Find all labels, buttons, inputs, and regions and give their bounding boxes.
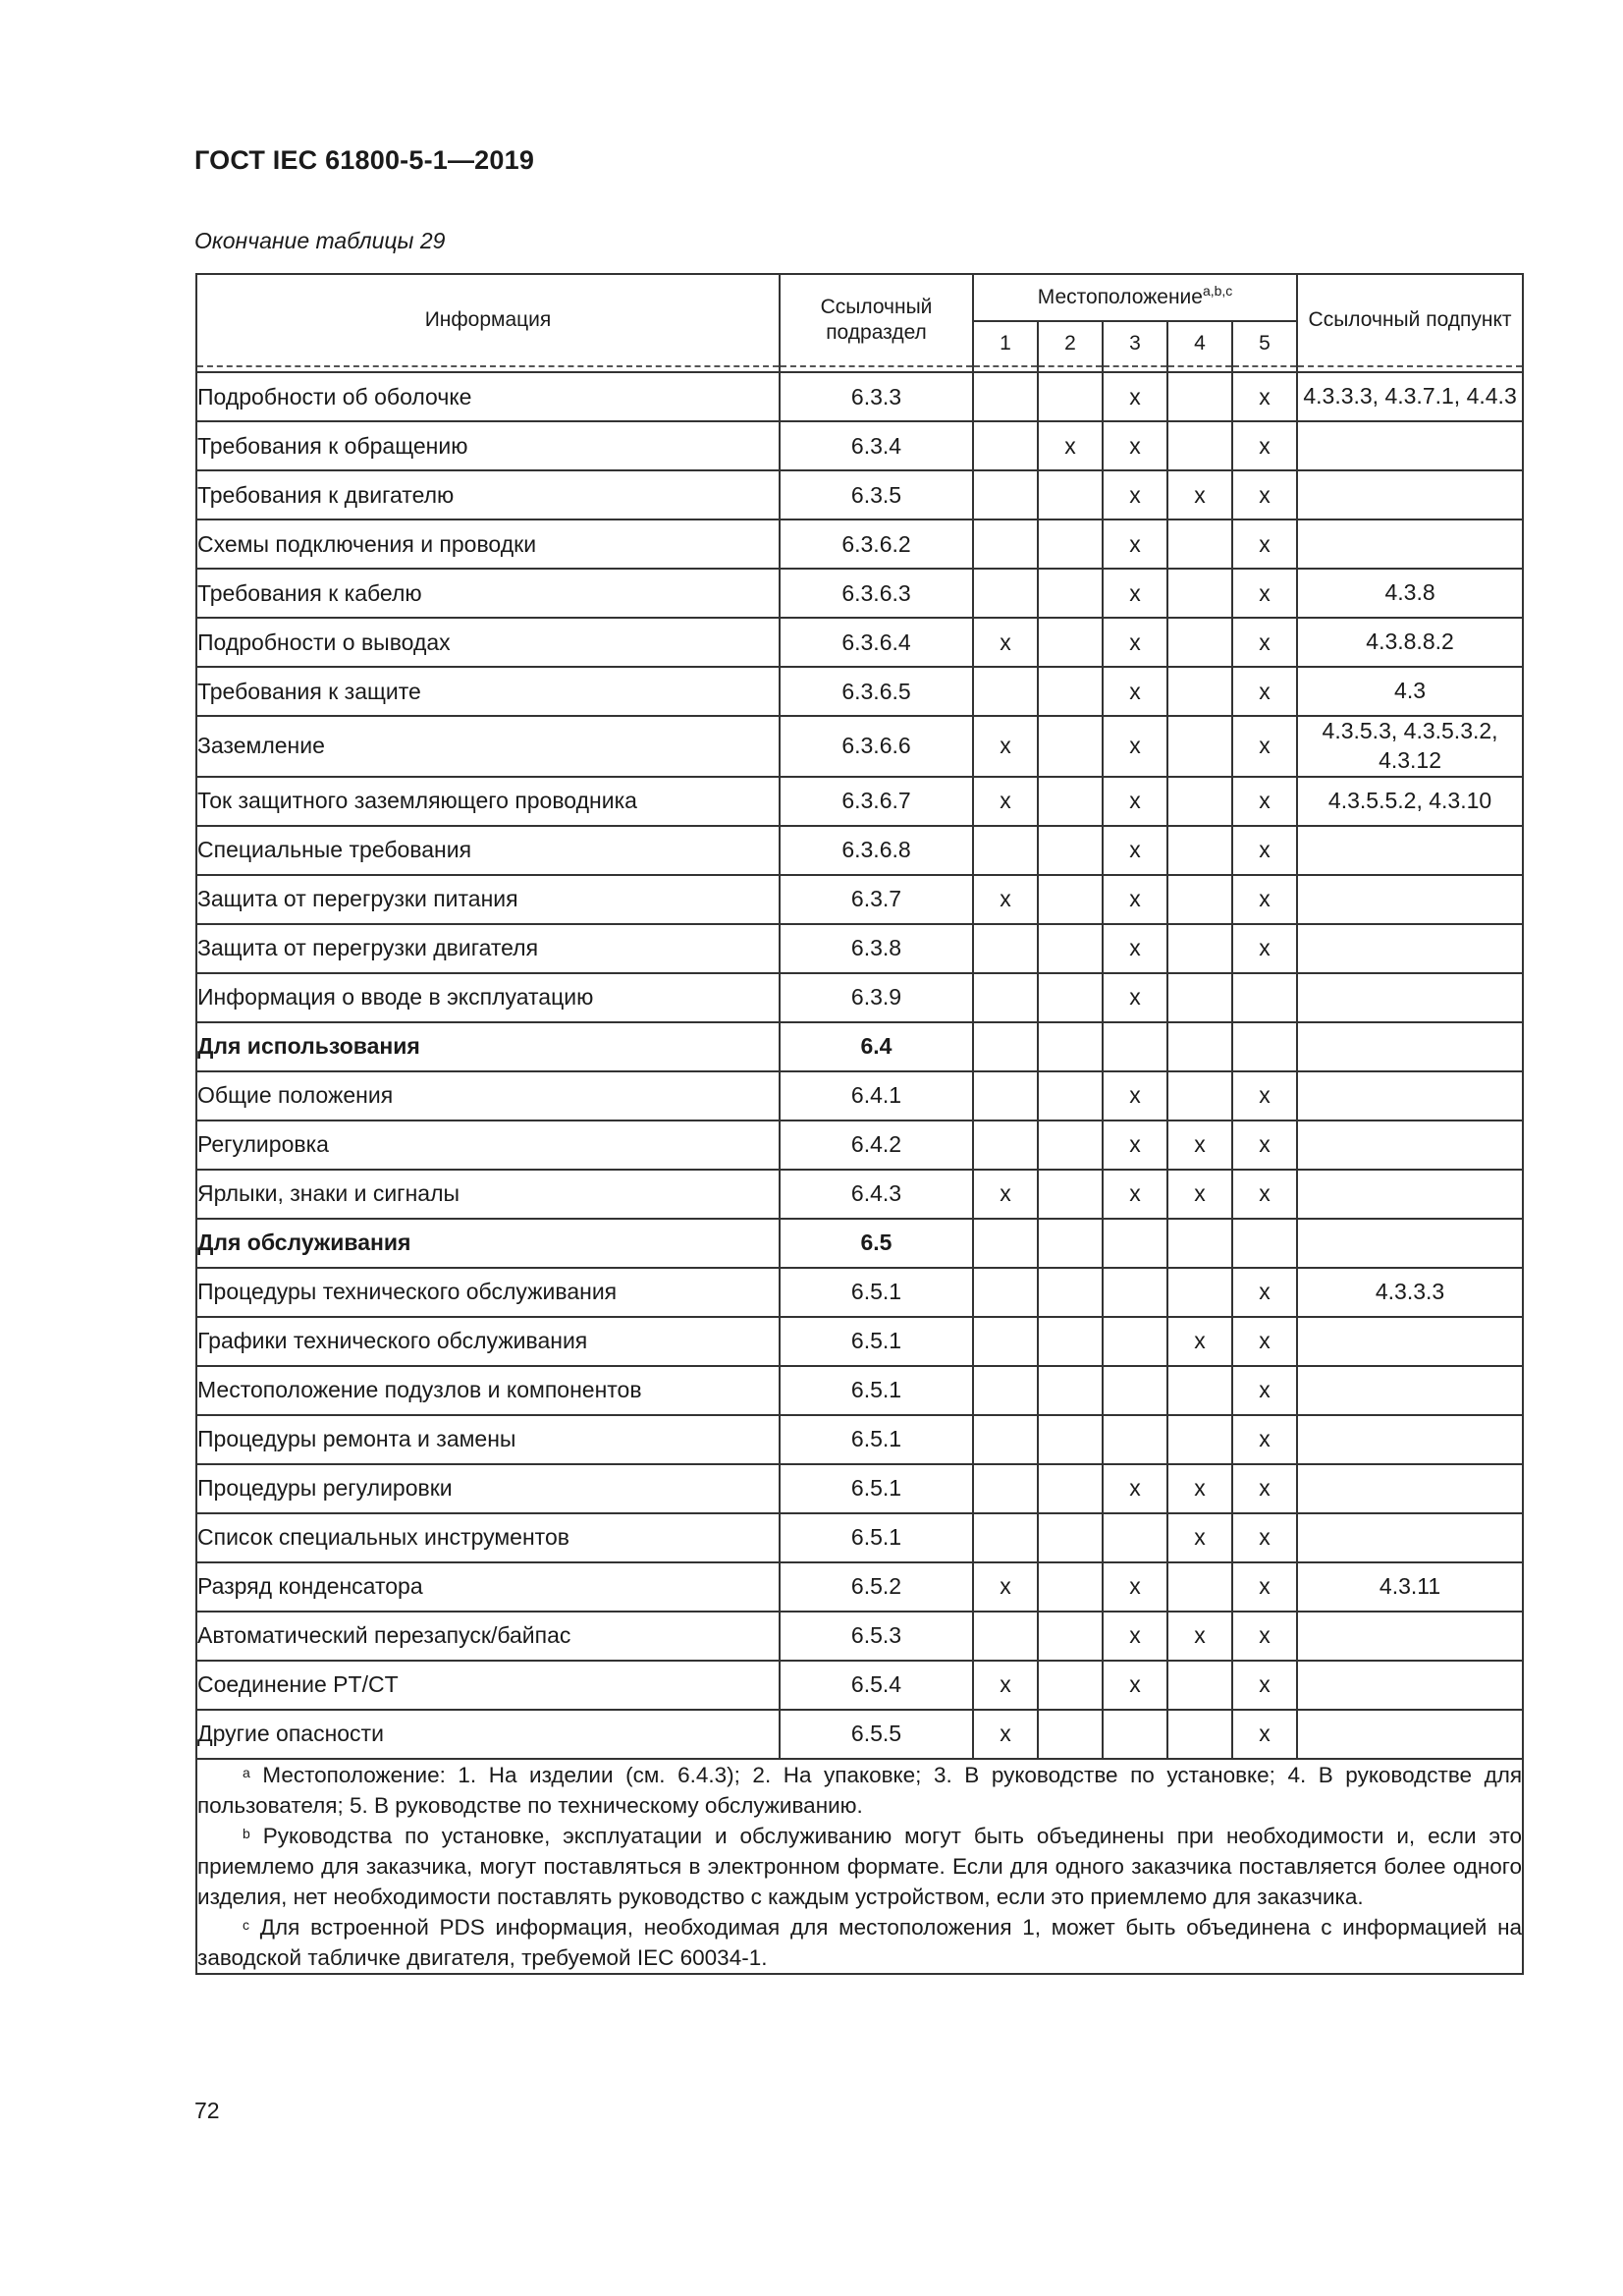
cell-location-5: x [1232, 1317, 1297, 1366]
cell-information: Защита от перегрузки питания [196, 875, 780, 924]
table-body [196, 366, 1523, 1759]
cell-information: Соединение PT/CT [196, 1661, 780, 1710]
cell-location-2 [1038, 1464, 1103, 1513]
cell-location-1 [973, 1121, 1038, 1170]
header-location-4: 4 [1167, 321, 1232, 366]
cell-reference-subclause [1297, 1513, 1523, 1562]
cell-location-1 [973, 924, 1038, 973]
cell-location-2 [1038, 1022, 1103, 1071]
cell-location-5: x [1232, 1612, 1297, 1661]
footnote-mark: a [243, 1764, 250, 1780]
cell-information: Заземление [196, 716, 780, 777]
cell-reference-subsection: 6.3.6.7 [780, 777, 973, 826]
cell-location-2 [1038, 1219, 1103, 1268]
header-reference-subclause: Ссылочный подпункт [1297, 274, 1523, 366]
cell-information: Общие положения [196, 1071, 780, 1121]
cell-reference-subclause [1297, 1464, 1523, 1513]
cell-location-2 [1038, 1366, 1103, 1415]
table-row [196, 1612, 1523, 1661]
cell-location-2 [1038, 716, 1103, 777]
cell-location-2 [1038, 1612, 1103, 1661]
cell-location-3: x [1103, 1121, 1167, 1170]
cell-location-1 [973, 667, 1038, 716]
table-row [196, 618, 1523, 667]
table-row [196, 1661, 1523, 1710]
cell-location-4 [1167, 777, 1232, 826]
header-location-3: 3 [1103, 321, 1167, 366]
cell-location-3 [1103, 1219, 1167, 1268]
footnote-text: Руководства по установке, эксплуатации и обслуживанию могут быть объединены при необходимости и, если это приемлемо для заказчика, могут поставляться в электронном формате. Если для одного заказчика поставляется более одного изделия, нет необходимости поставлять руководство с каждым устройством, если это приемлемо для заказчика. [197, 1823, 1523, 1909]
cell-location-3: x [1103, 519, 1167, 569]
cell-reference-subsection: 6.5.1 [780, 1366, 973, 1415]
cell-location-4 [1167, 924, 1232, 973]
cell-information: Требования к защите [196, 667, 780, 716]
cell-information: Требования к двигателю [196, 470, 780, 519]
cell-reference-subclause [1297, 1317, 1523, 1366]
cell-location-1 [973, 1415, 1038, 1464]
footnote-text: Для встроенной PDS информация, необходимая для местоположения 1, может быть объединена с информацией на заводской табличке двигателя, требуемой IEC 60034-1. [197, 1914, 1523, 1970]
cell-information: Подробности о выводах [196, 618, 780, 667]
cell-location-4 [1167, 716, 1232, 777]
table-row [196, 1513, 1523, 1562]
cell-location-4 [1167, 1710, 1232, 1759]
header-reference-subsection: Ссылочный подраздел [780, 274, 973, 366]
cell-location-1 [973, 1513, 1038, 1562]
cell-reference-subclause: 4.3.8.8.2 [1297, 618, 1523, 667]
cell-reference-subclause [1297, 826, 1523, 875]
cell-information: Подробности об оболочке [196, 372, 780, 421]
cell-information: Автоматический перезапуск/байпас [196, 1612, 780, 1661]
cell-location-5: x [1232, 1464, 1297, 1513]
cell-location-1 [973, 421, 1038, 470]
cell-location-3 [1103, 1415, 1167, 1464]
cell-location-2 [1038, 667, 1103, 716]
table-row [196, 1464, 1523, 1513]
cell-location-4 [1167, 519, 1232, 569]
table-row [196, 777, 1523, 826]
cell-reference-subsection: 6.3.4 [780, 421, 973, 470]
cell-reference-subsection: 6.3.6.5 [780, 667, 973, 716]
cell-location-1: x [973, 1710, 1038, 1759]
cell-location-3: x [1103, 716, 1167, 777]
cell-location-3: x [1103, 470, 1167, 519]
table-notes [196, 1759, 1523, 1974]
cell-location-5: x [1232, 667, 1297, 716]
cell-location-1: x [973, 618, 1038, 667]
cell-location-4 [1167, 1562, 1232, 1612]
cell-reference-subclause [1297, 1071, 1523, 1121]
cell-reference-subsection: 6.5.4 [780, 1661, 973, 1710]
cell-information: Ярлыки, знаки и сигналы [196, 1170, 780, 1219]
cell-location-5: x [1232, 421, 1297, 470]
cell-reference-subsection: 6.5.3 [780, 1612, 973, 1661]
cell-reference-subclause [1297, 1366, 1523, 1415]
cell-location-4: x [1167, 1612, 1232, 1661]
cell-reference-subclause [1297, 1710, 1523, 1759]
cell-information: Другие опасности [196, 1710, 780, 1759]
page-number: 72 [194, 2098, 220, 2123]
footnote-b [197, 1821, 1522, 1912]
cell-reference-subclause [1297, 1121, 1523, 1170]
cell-reference-subsection: 6.3.6.8 [780, 826, 973, 875]
cell-location-5: x [1232, 1710, 1297, 1759]
cell-location-3: x [1103, 826, 1167, 875]
cell-location-2: x [1038, 421, 1103, 470]
cell-location-4: x [1167, 1170, 1232, 1219]
table-row [196, 470, 1523, 519]
cell-reference-subsection: 6.4 [780, 1022, 973, 1071]
cell-information: Местоположение подузлов и компонентов [196, 1366, 780, 1415]
cell-location-3 [1103, 1022, 1167, 1071]
cell-location-5: x [1232, 1366, 1297, 1415]
cell-reference-subclause [1297, 1415, 1523, 1464]
table-row [196, 569, 1523, 618]
cell-location-3: x [1103, 618, 1167, 667]
cell-location-2 [1038, 1170, 1103, 1219]
cell-location-4 [1167, 372, 1232, 421]
cell-location-5: x [1232, 1415, 1297, 1464]
cell-location-2 [1038, 1317, 1103, 1366]
table-row [196, 1268, 1523, 1317]
cell-reference-subclause: 4.3.11 [1297, 1562, 1523, 1612]
cell-location-4: x [1167, 470, 1232, 519]
cell-reference-subsection: 6.3.5 [780, 470, 973, 519]
cell-information: Графики технического обслуживания [196, 1317, 780, 1366]
cell-location-5: x [1232, 1268, 1297, 1317]
cell-location-4 [1167, 1268, 1232, 1317]
document-header: ГОСТ IEC 61800-5-1—2019 [194, 145, 535, 175]
cell-location-1 [973, 519, 1038, 569]
table-row [196, 875, 1523, 924]
cell-location-3: x [1103, 372, 1167, 421]
cell-location-3: x [1103, 1071, 1167, 1121]
table-caption: Окончание таблицы 29 [194, 228, 446, 253]
cell-reference-subclause: 4.3.5.3, 4.3.5.3.2, 4.3.12 [1297, 716, 1523, 777]
header-location-1: 1 [973, 321, 1038, 366]
cell-reference-subsection: 6.5.1 [780, 1268, 973, 1317]
cell-reference-subclause [1297, 1661, 1523, 1710]
cell-reference-subsection: 6.5.1 [780, 1317, 973, 1366]
cell-location-3: x [1103, 1661, 1167, 1710]
cell-information: Процедуры ремонта и замены [196, 1415, 780, 1464]
cell-reference-subsection: 6.3.9 [780, 973, 973, 1022]
cell-location-5: x [1232, 875, 1297, 924]
cell-location-4 [1167, 875, 1232, 924]
cell-location-4 [1167, 421, 1232, 470]
cell-reference-subclause: 4.3.5.5.2, 4.3.10 [1297, 777, 1523, 826]
cell-location-2 [1038, 519, 1103, 569]
cell-location-4 [1167, 618, 1232, 667]
table-row [196, 1121, 1523, 1170]
cell-location-3: x [1103, 1464, 1167, 1513]
cell-reference-subclause: 4.3 [1297, 667, 1523, 716]
cell-location-4 [1167, 973, 1232, 1022]
table-row [196, 519, 1523, 569]
cell-location-3 [1103, 1710, 1167, 1759]
cell-location-2 [1038, 777, 1103, 826]
cell-information: Для использования [196, 1022, 780, 1071]
cell-reference-subsection: 6.3.3 [780, 372, 973, 421]
cell-location-1: x [973, 1562, 1038, 1612]
cell-location-1 [973, 1268, 1038, 1317]
table-row [196, 716, 1523, 777]
cell-reference-subclause [1297, 1170, 1523, 1219]
cell-reference-subsection: 6.3.6.6 [780, 716, 973, 777]
header-location-label: Местоположение [1037, 285, 1203, 308]
cell-location-5: x [1232, 372, 1297, 421]
cell-reference-subclause [1297, 1612, 1523, 1661]
cell-location-3 [1103, 1366, 1167, 1415]
cell-location-3: x [1103, 421, 1167, 470]
cell-location-5: x [1232, 618, 1297, 667]
header-location-2: 2 [1038, 321, 1103, 366]
cell-location-4 [1167, 1022, 1232, 1071]
cell-location-3: x [1103, 973, 1167, 1022]
cell-location-1 [973, 1071, 1038, 1121]
cell-location-5: x [1232, 569, 1297, 618]
cell-location-5 [1232, 973, 1297, 1022]
cell-reference-subsection: 6.5.1 [780, 1464, 973, 1513]
cell-location-5: x [1232, 777, 1297, 826]
cell-location-2 [1038, 1661, 1103, 1710]
cell-location-1 [973, 1366, 1038, 1415]
cell-information: Защита от перегрузки двигателя [196, 924, 780, 973]
header-location [973, 274, 1297, 321]
cell-location-1 [973, 826, 1038, 875]
cell-location-1 [973, 470, 1038, 519]
cell-reference-subsection: 6.5 [780, 1219, 973, 1268]
cell-location-1 [973, 1464, 1038, 1513]
cell-location-2 [1038, 875, 1103, 924]
cell-reference-subclause: 4.3.3.3 [1297, 1268, 1523, 1317]
notes-cell [196, 1759, 1523, 1974]
table-header [196, 274, 1523, 366]
cell-reference-subclause [1297, 973, 1523, 1022]
cell-information: Ток защитного заземляющего проводника [196, 777, 780, 826]
table-row [196, 826, 1523, 875]
cell-location-2 [1038, 1071, 1103, 1121]
cell-location-2 [1038, 372, 1103, 421]
cell-reference-subclause [1297, 421, 1523, 470]
cell-location-4 [1167, 1415, 1232, 1464]
cell-location-1: x [973, 1661, 1038, 1710]
cell-location-1 [973, 1219, 1038, 1268]
cell-reference-subclause [1297, 470, 1523, 519]
table-row [196, 1022, 1523, 1071]
table-row [196, 1710, 1523, 1759]
cell-location-3 [1103, 1513, 1167, 1562]
cell-location-5: x [1232, 1170, 1297, 1219]
cell-location-3 [1103, 1268, 1167, 1317]
cell-location-3 [1103, 1317, 1167, 1366]
cell-location-4 [1167, 569, 1232, 618]
cell-location-1: x [973, 716, 1038, 777]
footnote-mark: b [243, 1825, 250, 1841]
table-row [196, 973, 1523, 1022]
cell-location-5: x [1232, 470, 1297, 519]
cell-location-5 [1232, 1022, 1297, 1071]
cell-location-2 [1038, 1513, 1103, 1562]
cell-location-1: x [973, 875, 1038, 924]
cell-reference-subsection: 6.3.6.4 [780, 618, 973, 667]
table-row [196, 1219, 1523, 1268]
cell-location-4 [1167, 826, 1232, 875]
footnote-text: Местоположение: 1. На изделии (см. 6.4.3); 2. На упаковке; 3. В руководстве по установке; 4. В руководстве для пользователя; 5. В руководстве по техническому обслуживанию. [197, 1762, 1523, 1818]
cell-location-5: x [1232, 1513, 1297, 1562]
cell-information: Процедуры технического обслуживания [196, 1268, 780, 1317]
cell-location-3: x [1103, 667, 1167, 716]
cell-location-5: x [1232, 519, 1297, 569]
cell-reference-subsection: 6.3.8 [780, 924, 973, 973]
cell-location-2 [1038, 1121, 1103, 1170]
cell-location-5 [1232, 1219, 1297, 1268]
cell-location-1: x [973, 1170, 1038, 1219]
cell-information: Требования к обращению [196, 421, 780, 470]
cell-information: Для обслуживания [196, 1219, 780, 1268]
table-row [196, 667, 1523, 716]
table-row [196, 1071, 1523, 1121]
cell-location-1 [973, 1612, 1038, 1661]
cell-location-1 [973, 973, 1038, 1022]
table-29 [195, 273, 1524, 1975]
cell-location-3: x [1103, 569, 1167, 618]
table-row [196, 421, 1523, 470]
cell-reference-subsection: 6.3.6.3 [780, 569, 973, 618]
cell-location-4 [1167, 1219, 1232, 1268]
table-row [196, 372, 1523, 421]
table-row [196, 924, 1523, 973]
cell-location-4 [1167, 667, 1232, 716]
footnote-c [197, 1912, 1522, 1973]
cell-location-3: x [1103, 1612, 1167, 1661]
cell-reference-subsection: 6.4.2 [780, 1121, 973, 1170]
cell-location-1: x [973, 777, 1038, 826]
cell-location-5: x [1232, 826, 1297, 875]
cell-reference-subsection: 6.3.7 [780, 875, 973, 924]
cell-information: Список специальных инструментов [196, 1513, 780, 1562]
cell-location-2 [1038, 826, 1103, 875]
cell-location-2 [1038, 1562, 1103, 1612]
table-row [196, 1170, 1523, 1219]
cell-information: Информация о вводе в эксплуатацию [196, 973, 780, 1022]
cell-location-4: x [1167, 1513, 1232, 1562]
cell-reference-subsection: 6.4.3 [780, 1170, 973, 1219]
cell-location-1 [973, 569, 1038, 618]
cell-location-3: x [1103, 1170, 1167, 1219]
cell-location-3: x [1103, 924, 1167, 973]
cell-location-3: x [1103, 777, 1167, 826]
cell-reference-subclause [1297, 519, 1523, 569]
cell-reference-subsection: 6.5.1 [780, 1415, 973, 1464]
table-row [196, 1562, 1523, 1612]
cell-location-2 [1038, 618, 1103, 667]
cell-reference-subsection: 6.3.6.2 [780, 519, 973, 569]
cell-location-4 [1167, 1366, 1232, 1415]
cell-location-5: x [1232, 1121, 1297, 1170]
cell-reference-subsection: 6.4.1 [780, 1071, 973, 1121]
cell-location-2 [1038, 1710, 1103, 1759]
cell-reference-subclause: 4.3.3.3, 4.3.7.1, 4.4.3 [1297, 372, 1523, 421]
cell-location-3: x [1103, 1562, 1167, 1612]
cell-information: Схемы подключения и проводки [196, 519, 780, 569]
header-location-footnote-marks: a,b,c [1202, 282, 1233, 299]
table-row [196, 1317, 1523, 1366]
cell-reference-subsection: 6.5.2 [780, 1562, 973, 1612]
cell-location-1 [973, 1022, 1038, 1071]
cell-location-5: x [1232, 1562, 1297, 1612]
cell-location-4 [1167, 1661, 1232, 1710]
cell-reference-subsection: 6.5.1 [780, 1513, 973, 1562]
footnote-a [197, 1760, 1522, 1821]
cell-location-4: x [1167, 1464, 1232, 1513]
cell-location-1 [973, 1317, 1038, 1366]
cell-information: Разряд конденсатора [196, 1562, 780, 1612]
header-location-5: 5 [1232, 321, 1297, 366]
table-row [196, 1366, 1523, 1415]
cell-location-1 [973, 372, 1038, 421]
cell-location-5: x [1232, 716, 1297, 777]
table-row [196, 1415, 1523, 1464]
cell-information: Процедуры регулировки [196, 1464, 780, 1513]
cell-location-3: x [1103, 875, 1167, 924]
cell-location-5: x [1232, 1071, 1297, 1121]
cell-reference-subclause: 4.3.8 [1297, 569, 1523, 618]
cell-location-2 [1038, 470, 1103, 519]
cell-location-2 [1038, 569, 1103, 618]
cell-location-4: x [1167, 1317, 1232, 1366]
cell-location-2 [1038, 1268, 1103, 1317]
cell-reference-subsection: 6.5.5 [780, 1710, 973, 1759]
cell-location-2 [1038, 973, 1103, 1022]
cell-location-2 [1038, 924, 1103, 973]
cell-location-5: x [1232, 924, 1297, 973]
cell-location-2 [1038, 1415, 1103, 1464]
footnote-mark: c [243, 1916, 249, 1933]
cell-location-4: x [1167, 1121, 1232, 1170]
cell-information: Регулировка [196, 1121, 780, 1170]
cell-reference-subclause [1297, 875, 1523, 924]
cell-reference-subclause [1297, 1219, 1523, 1268]
cell-location-4 [1167, 1071, 1232, 1121]
cell-information: Требования к кабелю [196, 569, 780, 618]
cell-reference-subclause [1297, 1022, 1523, 1071]
header-information: Информация [196, 274, 780, 366]
cell-location-5: x [1232, 1661, 1297, 1710]
cell-information: Специальные требования [196, 826, 780, 875]
cell-reference-subclause [1297, 924, 1523, 973]
